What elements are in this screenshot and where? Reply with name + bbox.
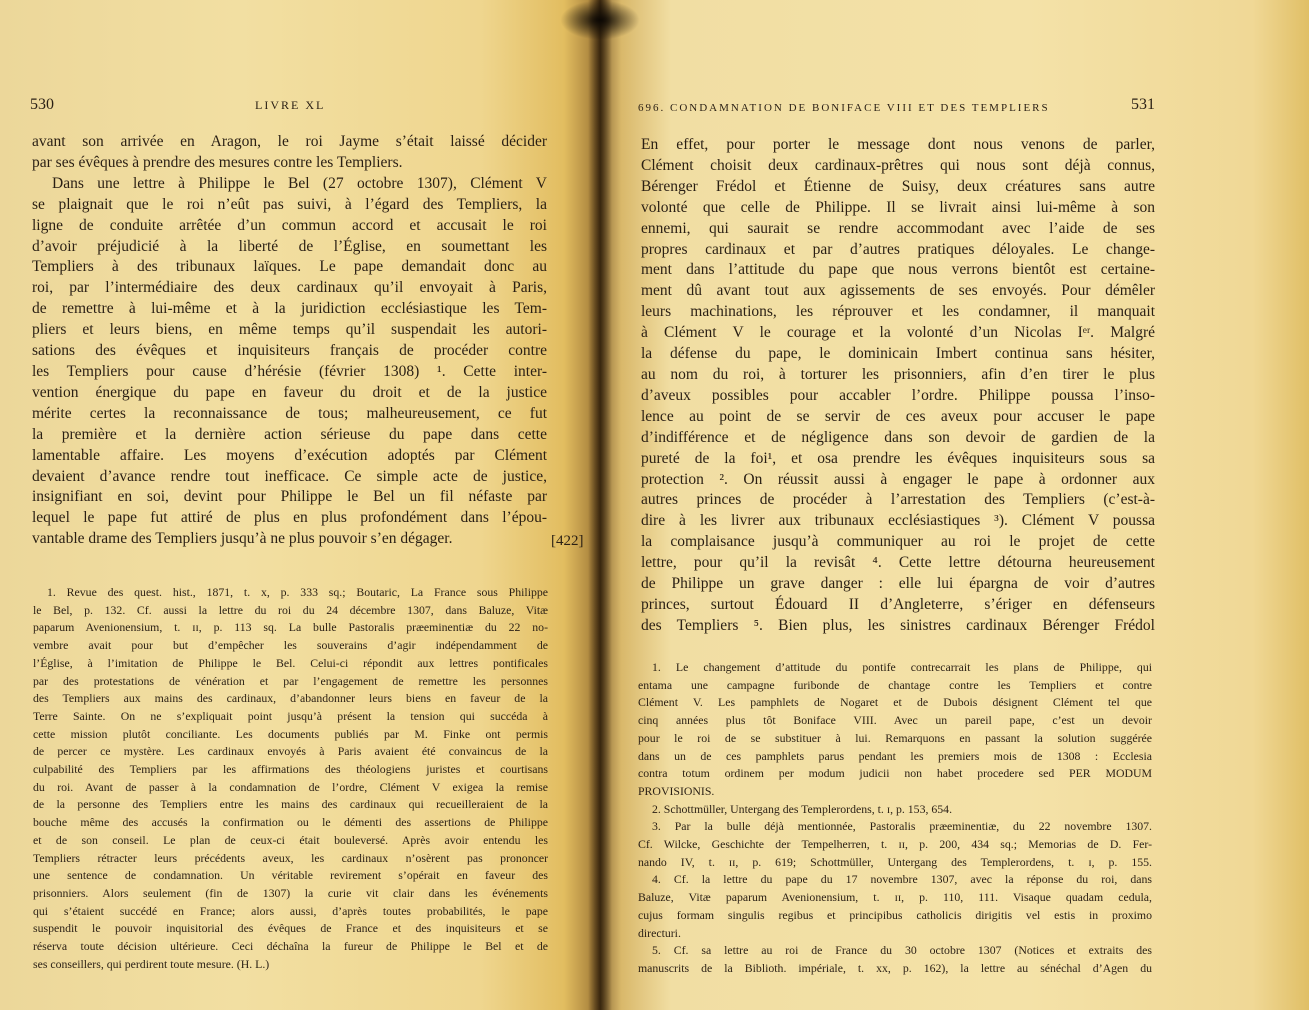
footnote-line: culpabilité des Templiers par les affirmations des théologiens juristes et courtisans bbox=[33, 762, 548, 777]
footnote-line: 4. Cf. la lettre du pape du 17 novembre 1307, avec la réponse du roi, dans bbox=[652, 872, 1152, 887]
left-body-text bbox=[32, 132, 547, 550]
margin-marker: [422] bbox=[551, 533, 584, 549]
body-line: la défense du pape, le dominicain Imbert continua sans hésiter, bbox=[641, 345, 1155, 363]
body-line: Templiers à des tribunaux laïques. Le pape demandait donc au bbox=[32, 258, 547, 276]
footnote-line: de percer ce mystère. Les cardinaux envoyés à Paris avaient été convaincus de la bbox=[33, 744, 548, 759]
footnote-line: Cf. Wilcke, Geschichte der Tempelherren, t. ɪɪ, p. 200, 434 sq.; Memorias de D. Fer- bbox=[638, 837, 1152, 852]
footnote-line: pour le roi de se substituer à lui. Remarquons en passant la solution suggérée bbox=[638, 730, 1152, 745]
body-line: d’indifférence et de négligence dans son devoir de gardien de la bbox=[641, 428, 1155, 446]
footnote-line: Baluze, Vitæ paparum Avenionensium, t. ɪɪ, p. 110, 111. Visaque quadam cedula, bbox=[638, 890, 1152, 905]
body-line: princes, surtout Édouard II d’Angleterre, s’ériger en défenseurs bbox=[641, 595, 1155, 613]
body-line: les Templiers pour cause d’hérésie (février 1308) ¹. Cette inter- bbox=[32, 362, 547, 380]
body-line: la complaisance jusqu’à communiquer au roi le projet de cette bbox=[641, 533, 1155, 551]
body-line: autres princes de procéder à l’arrestation des Templiers (c’est-à- bbox=[641, 491, 1155, 509]
body-line: protection ². On réussit aussi à engager le pape à ordonner aux bbox=[641, 470, 1155, 488]
right-footnotes bbox=[638, 659, 1152, 978]
footnote-line: vembre avait pour but d’empêcher les souverains d’agir indépendamment de bbox=[33, 638, 548, 653]
footnote-line: réserva toute décision ultérieure. Ceci déchaîna la fureur de Philippe le Bel et de bbox=[33, 939, 548, 954]
footnote-line: suspendit le pouvoir inquisitorial des évêques de France et des inquisiteurs et se bbox=[33, 921, 548, 936]
body-line: d’avoir préjudicié à la liberté de l’Église, en soumettant les bbox=[32, 237, 547, 255]
body-line: pliers et leurs biens, en même temps qu’il suspendait les autori- bbox=[32, 321, 547, 339]
body-line: vantable drame des Templiers jusqu’à ne plus pouvoir s’en dégager. bbox=[32, 530, 453, 548]
right-page-number: 531 bbox=[1131, 96, 1155, 113]
body-line: lettre, pour qu’il la revisât ⁴. Cette lettre détourna heureusement bbox=[641, 554, 1155, 572]
footnote-line: le Bel, p. 132. Cf. aussi la lettre du roi du 24 décembre 1307, dans Baluze, Vitæ bbox=[33, 602, 548, 617]
footnote-line: cinq années plus tôt Boniface VIII. Avec un pareil pape, c’est un devoir bbox=[638, 713, 1152, 728]
body-line: la première et la dernière action sérieuse du pape dans cette bbox=[32, 425, 547, 443]
body-line: dire à les livrer aux tribunaux ecclésiastiques ³). Clément V poussa bbox=[641, 512, 1155, 530]
footnote-line: dans un de ces pamphlets parus pendant les premiers mois de 1308 : Ecclesia bbox=[638, 748, 1152, 763]
footnote-line: cette mission plutôt conciliante. Les documents publiés par M. Finke ont permis bbox=[33, 726, 548, 741]
footnote-line: bouche même des accusés la confirmation ou le démenti des assertions de Philippe bbox=[33, 815, 548, 830]
body-line: devaient d’avance rendre tout inefficace. Ce simple acte de justice, bbox=[32, 467, 547, 485]
footnote-line: l’Église, à l’imitation de Philippe le Bel. Celui-ci répondit aux lettres pontificales bbox=[33, 655, 548, 670]
body-line: par ses évêques à prendre des mesures contre les Templiers. bbox=[32, 153, 403, 171]
footnote-line: 5. Cf. sa lettre au roi de France du 30 octobre 1307 (Notices et extraits des bbox=[652, 943, 1152, 958]
body-line: Bérenger Frédol et Étienne de Suisy, deux créatures sans autre bbox=[641, 177, 1155, 195]
footnote-line: par des protestations de vénération et par l’engagement de remettre les personnes bbox=[33, 673, 548, 688]
footnote-line: 1. Le changement d’attitude du pontife contrecarrait les plans de Philippe, qui bbox=[652, 660, 1152, 674]
right-body-text bbox=[641, 135, 1155, 637]
body-line: lequel le pape fut attiré de plus en plus profondément dans l’épou- bbox=[32, 509, 547, 527]
footnote-line: Clément V. Les pamphlets de Nogaret et de Dubois désignent Clément tel que bbox=[638, 695, 1152, 710]
body-line: avant son arrivée en Aragon, le roi Jayme s’était laissé décider bbox=[32, 133, 547, 150]
left-page-number: 530 bbox=[30, 96, 54, 113]
left-footnotes bbox=[33, 584, 548, 973]
footnote-line: une sentence de condamnation. Un véritable revirement s’opérait en faveur des bbox=[33, 868, 548, 883]
left-page bbox=[0, 0, 600, 1010]
body-line: leurs machinations, les réprouver et les condamner, il manquait bbox=[641, 303, 1155, 321]
body-line: ment dans l’attitude du pape que nous verrons bientôt est certaine- bbox=[641, 261, 1155, 279]
body-line: propres cardinaux et par d’autres pratiques déloyales. Le change- bbox=[641, 240, 1155, 258]
body-line: lence au point de se servir de ces aveux pour accuser le pape bbox=[641, 407, 1155, 425]
footnote-line: manuscrits de la Biblioth. impériale, t. xx, p. 162), la lettre au sénéchal d’Agen du bbox=[638, 960, 1152, 975]
body-line: pureté de la foi¹, et osa prendre les évêques inquisiteurs sous sa bbox=[641, 449, 1155, 467]
body-line: ennemi, qui saurait se rendre accommodant avec l’aide de ses bbox=[641, 219, 1155, 237]
body-line: ligne de conduite arrêtée d’un commun accord et accusait le roi bbox=[32, 216, 547, 234]
body-line: ment dû avant tout aux agissements de ses envoyés. Pour démêler bbox=[641, 282, 1155, 300]
body-line: à Clément V le courage et la volonté d’un Nicolas Iᵉʳ. Malgré bbox=[641, 324, 1155, 342]
body-line: des Templiers ⁵. Bien plus, les sinistres cardinaux Bérenger Frédol bbox=[641, 616, 1155, 634]
body-line: sations des évêques et inquisiteurs français de procéder contre bbox=[32, 342, 547, 360]
body-line: Dans une lettre à Philippe le Bel (27 octobre 1307), Clément V bbox=[52, 174, 547, 192]
body-line: insignifiant en soi, devint pour Philippe le Bel un fil néfaste par bbox=[32, 488, 547, 506]
footnote-line: cujus formam singulis regibus et principibus catholicis dirigitis vel estis in proximo bbox=[638, 907, 1152, 922]
footnote-line: Terre Sainte. On ne s’expliquait point jusqu’à présent la tension qui succéda à bbox=[33, 708, 548, 723]
body-line: vention énergique du pape en faveur du droit et de la justice bbox=[32, 383, 547, 401]
book-gutter bbox=[588, 0, 612, 1010]
footnote-line: Templiers rétracter leurs précédents aveux, les cardinaux n’osèrent pas prononcer bbox=[33, 850, 548, 865]
footnote-line: des Templiers aux mains des cardinaux, d’abandonner leurs biens en faveur de la bbox=[33, 691, 548, 706]
right-running-head: 696. CONDAMNATION DE BONIFACE VIII ET DES TEMPLIERS bbox=[638, 102, 1050, 114]
body-line: de remettre à lui-même et à la juridiction ecclésiastique les Tem- bbox=[32, 300, 547, 318]
body-line: d’aveux possibles pour accabler l’ordre. Philippe poussa l’inso- bbox=[641, 386, 1155, 404]
footnote-line: du roi. Avant de passer à la condamnation de l’ordre, Clément V exigea la remise bbox=[33, 779, 548, 794]
right-page bbox=[600, 0, 1309, 1010]
footnote-line: directuri. bbox=[638, 925, 681, 940]
footnote-line: ses conseillers, qui perdirent toute mesure. (H. L.) bbox=[33, 956, 270, 971]
left-running-head: LIVRE XL bbox=[255, 98, 326, 112]
footnote-line: entama une campagne furibonde de chantage contre les Templiers et contre bbox=[638, 677, 1152, 692]
body-line: En effet, pour porter le message dont nous venons de parler, bbox=[641, 136, 1155, 153]
footnote-line: PROVISIONIS. bbox=[638, 783, 715, 798]
footnote-line: 1. Revue des quest. hist., 1871, t. x, p. 333 sq.; Boutaric, La France sous Philippe bbox=[47, 585, 548, 599]
body-line: lamentable affaire. Les moyens d’exécution adoptés par Clément bbox=[32, 446, 547, 464]
body-line: de Philippe un grave danger : elle lui épargna de voir d’autres bbox=[641, 575, 1155, 593]
gutter-shadow bbox=[560, 0, 640, 40]
footnote-line: prisonniers. Alors seulement (fin de 1307) la curie vit clair dans les événements bbox=[33, 885, 548, 900]
footnote-line: de la personne des Templiers entre les mains des cardinaux qui recueilleraient de la bbox=[33, 797, 548, 812]
footnote-line: qui s’étaient succédé en France; alors aussi, d’après toutes probabilités, le pape bbox=[33, 903, 548, 918]
body-line: se plaignait que le roi n’eût pas suivi, à l’égard des Templiers, la bbox=[32, 195, 547, 213]
footnote-line: nando IV, t. ɪɪ, p. 619; Schottmüller, Untergang des Templerordens, t. ɪ, p. 155. bbox=[638, 854, 1152, 869]
body-line: roi, par l’intermédiaire des deux cardinaux qu’il envoyait à Paris, bbox=[32, 279, 547, 297]
body-line: volonté que celle de Philippe. Il se livrait ainsi lui-même à son bbox=[641, 198, 1155, 216]
body-line: Clément choisit deux cardinaux-prêtres qui nous sont déjà connus, bbox=[641, 156, 1155, 174]
footnote-line: et de son conseil. Le plan de ceux-ci était bouleversé. Après avoir entendu les bbox=[33, 832, 548, 847]
body-line: mérite certes la reconnaissance de tous; malheureusement, ce fut bbox=[32, 404, 547, 422]
footnote-line: paparum Avenionensium, t. ɪɪ, p. 113 sq. La bulle Pastoralis præeminentiæ du 22 no- bbox=[33, 620, 548, 635]
footnote-line: 3. Par la bulle déjà mentionnée, Pastoralis præeminentiæ, du 22 novembre 1307. bbox=[652, 819, 1152, 834]
body-line: au nom du roi, à torturer les prisonniers, afin d’en tirer le plus bbox=[641, 365, 1155, 383]
footnote-line: contra totum ordinem per modum judicii non habet procedere sed PER MODUM bbox=[638, 766, 1152, 781]
footnote-line: 2. Schottmüller, Untergang des Templerordens, t. ɪ, p. 153, 654. bbox=[652, 801, 953, 816]
